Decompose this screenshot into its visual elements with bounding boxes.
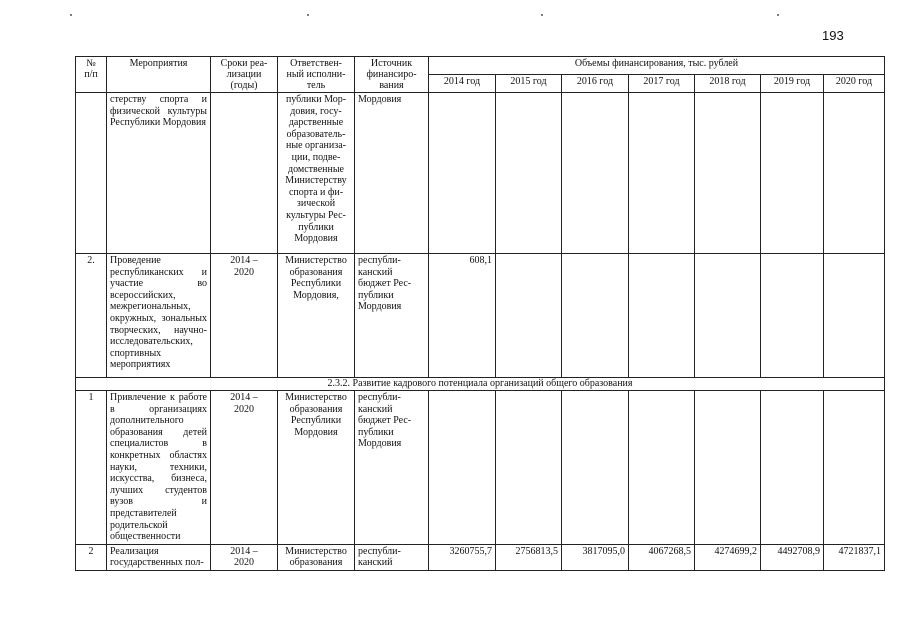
header-year: 2020 год <box>824 75 885 93</box>
row-value <box>562 391 629 545</box>
row-value <box>496 93 562 254</box>
row-value <box>629 93 695 254</box>
table-row <box>76 93 885 254</box>
funding-table <box>75 56 885 571</box>
table-row <box>76 544 885 570</box>
row-value <box>429 93 496 254</box>
row-value: 608,1 <box>429 254 496 378</box>
header-year: 2016 год <box>562 75 629 93</box>
header-year: 2018 год <box>695 75 761 93</box>
header-year: 2019 год <box>761 75 824 93</box>
row-value: 4492708,9 <box>761 544 824 570</box>
header-row <box>76 57 885 75</box>
header-year: 2014 год <box>429 75 496 93</box>
section-title: 2.3.2. Развитие кадрового потенциала организаций общего образования <box>76 378 885 391</box>
row-value <box>824 93 885 254</box>
row-value: 3817095,0 <box>562 544 629 570</box>
row-value <box>824 391 885 545</box>
row-value <box>761 254 824 378</box>
header-year: 2015 год <box>496 75 562 93</box>
row-period: 2014 – 2020 <box>211 544 278 570</box>
row-period <box>211 93 278 254</box>
row-value <box>562 93 629 254</box>
row-activity: стерству спорта и физической культуры Республики Мордовия <box>107 93 211 254</box>
row-value: 4067268,5 <box>629 544 695 570</box>
row-value <box>496 254 562 378</box>
row-responsible: Министерство образования Республики Мордовия <box>278 391 355 545</box>
table-row <box>76 391 885 545</box>
header-year: 2017 год <box>629 75 695 93</box>
row-period: 2014 – 2020 <box>211 254 278 378</box>
header-source: Источник финансиро- вания <box>355 57 429 93</box>
row-value <box>761 93 824 254</box>
row-value <box>629 391 695 545</box>
row-number: 1 <box>76 391 107 545</box>
row-source: республи- канский бюджет Рес- публики Мордовия <box>355 254 429 378</box>
row-value: 4274699,2 <box>695 544 761 570</box>
row-activity: Проведение республиканских и участие во всероссийских, межрегиональных, окружных, зональных творческих, научно-исследовательских, спортивных мероприятиях <box>107 254 211 378</box>
row-responsible: Министерство образования <box>278 544 355 570</box>
header-number: № п/п <box>76 57 107 93</box>
row-source: республи- канский <box>355 544 429 570</box>
section-row <box>76 378 885 391</box>
row-value <box>761 391 824 545</box>
header-activity: Мероприятия <box>107 57 211 93</box>
header-responsible: Ответствен- ный исполни- тель <box>278 57 355 93</box>
header-funding: Объемы финансирования, тыс. рублей <box>429 57 885 75</box>
row-number <box>76 93 107 254</box>
header-period: Сроки реа- лизации (годы) <box>211 57 278 93</box>
row-number: 2. <box>76 254 107 378</box>
row-value <box>695 93 761 254</box>
row-value: 2756813,5 <box>496 544 562 570</box>
row-responsible: Министерство образования Республики Мордовия, <box>278 254 355 378</box>
table-row <box>76 254 885 378</box>
row-value: 4721837,1 <box>824 544 885 570</box>
row-activity: Реализация государственных пол- <box>107 544 211 570</box>
row-value <box>695 254 761 378</box>
row-number: 2 <box>76 544 107 570</box>
row-source: республи- канский бюджет Рес- публики Мордовия <box>355 391 429 545</box>
row-responsible: публики Мор- довия, госу- дарственные образователь- ные организа- ции, подве- домственные Министерству спорта и фи- зической культуры Рес- публики Мордовия <box>278 93 355 254</box>
row-value <box>429 391 496 545</box>
page-number: 193 <box>822 28 844 43</box>
row-value <box>496 391 562 545</box>
row-value <box>695 391 761 545</box>
row-value <box>629 254 695 378</box>
row-value <box>824 254 885 378</box>
row-source: Мордовия <box>355 93 429 254</box>
row-period: 2014 – 2020 <box>211 391 278 545</box>
row-value <box>562 254 629 378</box>
row-activity: Привлечение к работе в организациях дополнительного образования детей специалистов в конкретных областях науки, техники, искусства, бизнеса, лучших студентов вузов и представителей родительской общественности <box>107 391 211 545</box>
row-value: 3260755,7 <box>429 544 496 570</box>
